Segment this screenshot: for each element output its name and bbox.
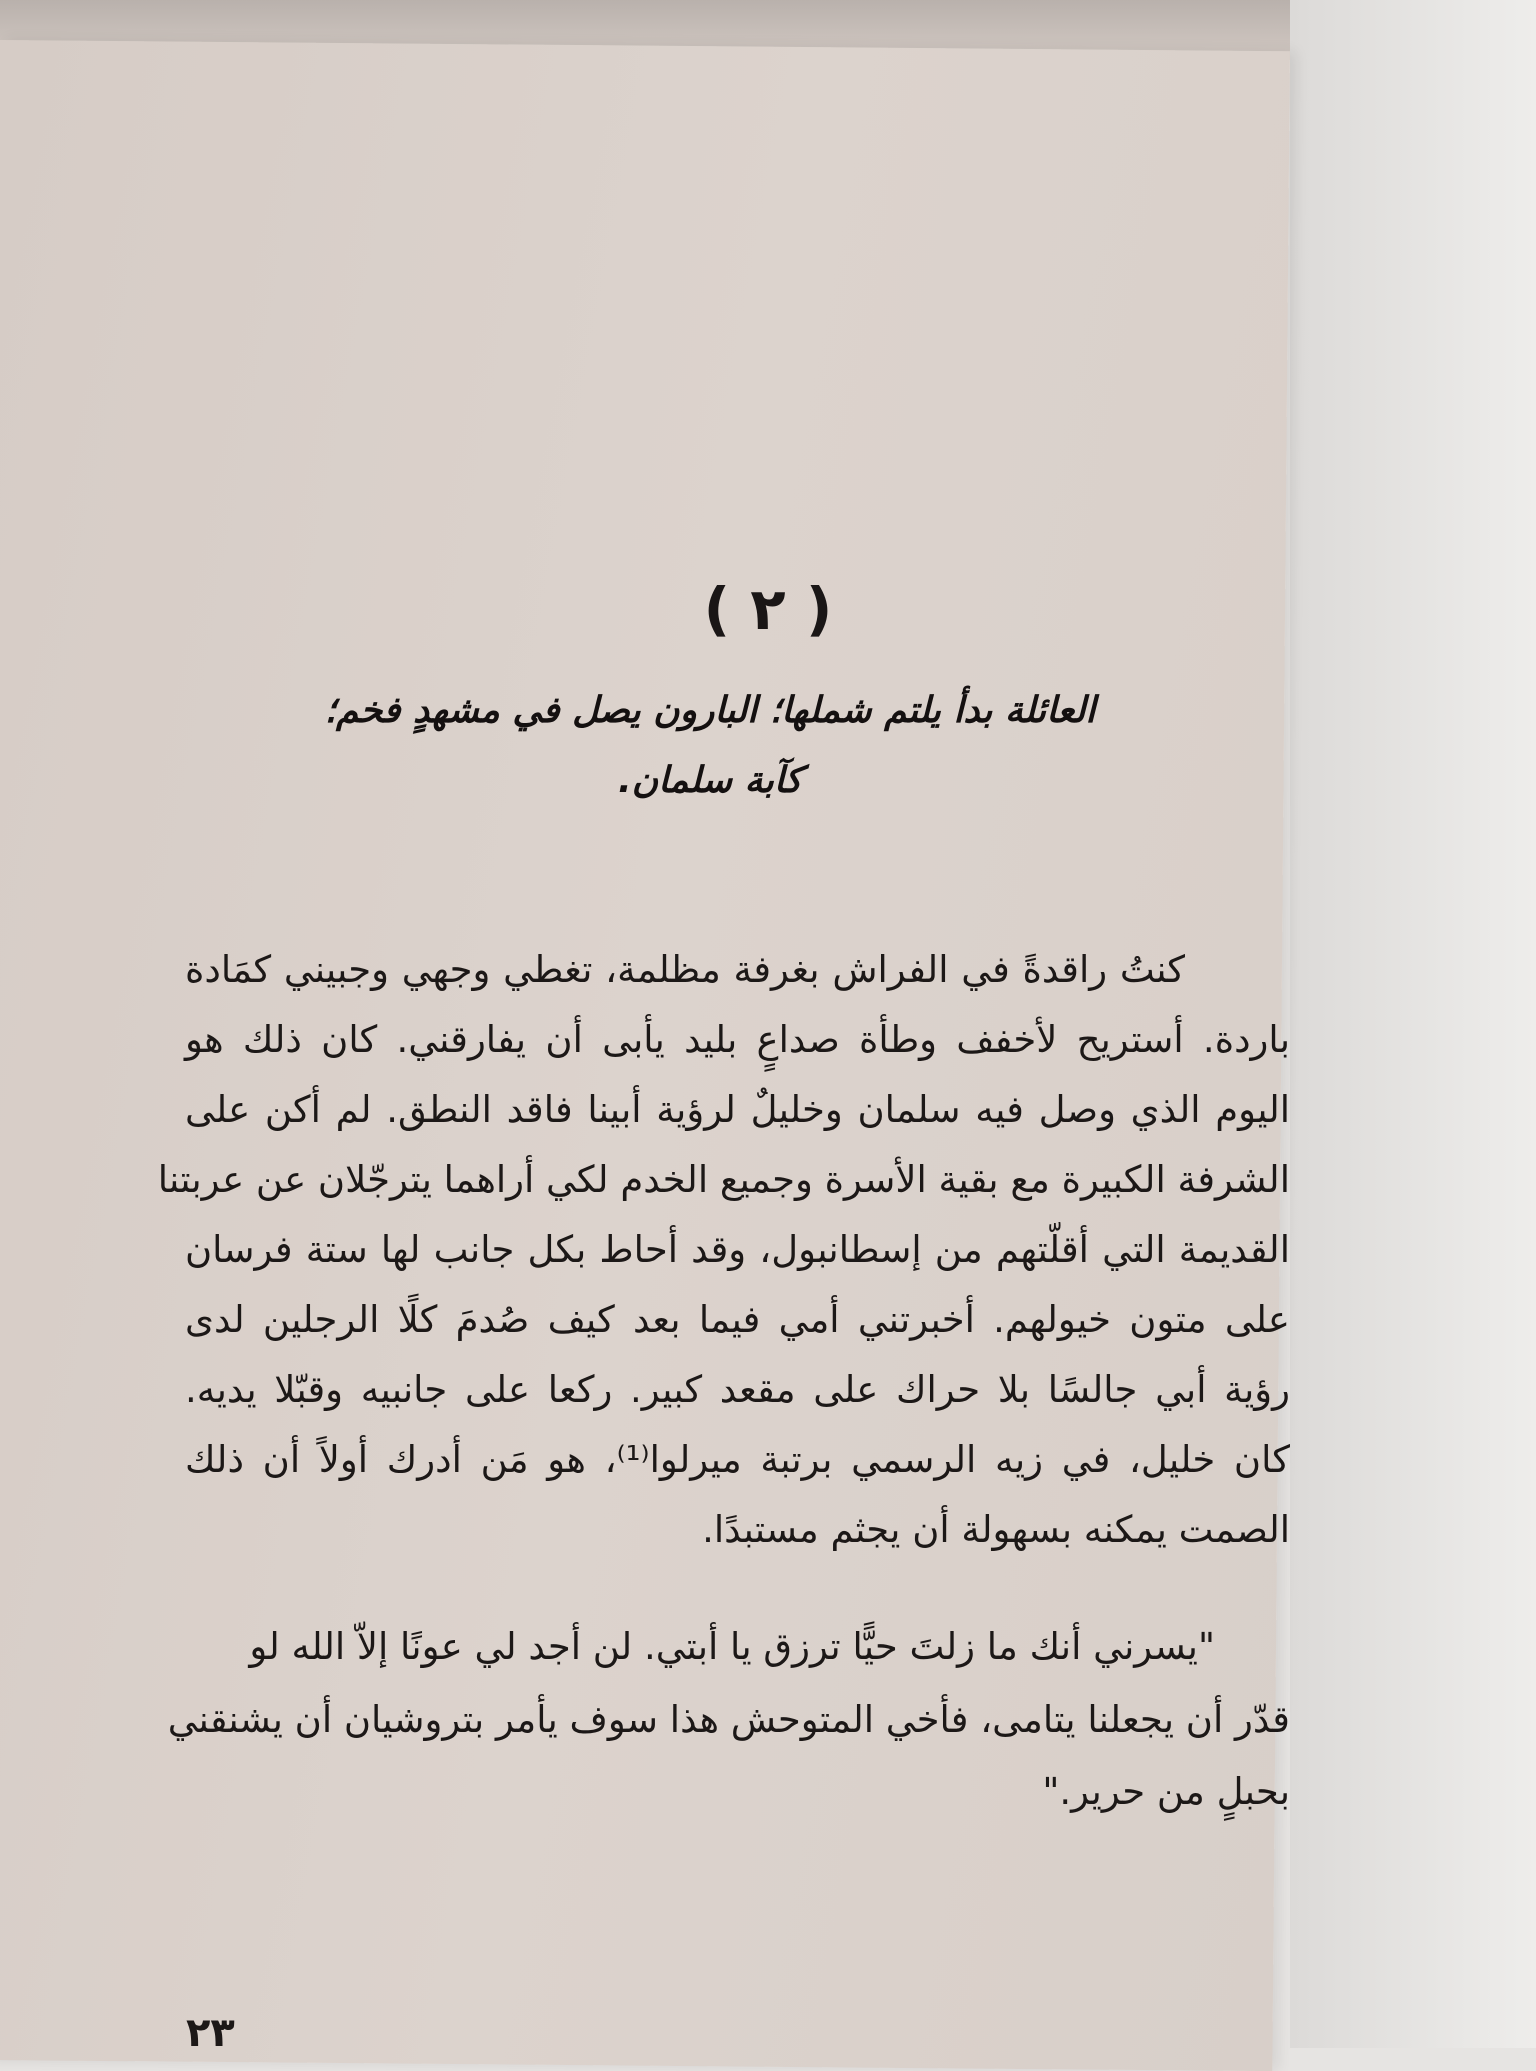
text-line: بحبلٍ من حرير." [1042,1770,1290,1813]
text-line: قدّر أن يجعلنا يتامى، فأخي المتوحش هذا سوف يأمر بتروشيان أن يشنقني [167,1698,1290,1741]
next-page-edge [1290,0,1536,2048]
chapter-number: ( ٢ ) [703,575,833,643]
text-line: رؤية أبي جالسًا بلا حراك على مقعد كبير. ركعا على جانبيه وقبّلا يديه. [185,1368,1290,1411]
chapter-title-line-1: العائلة بدأ يلتم شملها؛ البارون يصل في مشهدٍ فخم؛ [324,690,1096,731]
chapter-title-line-2: كآبة سلمان. [618,760,802,801]
text-line: "يسرني أنك ما زلتَ حيًّا ترزق يا أبتي. لن أجد لي عونًا إلاّ الله لو [249,1625,1215,1668]
page-number: ٢٣ [186,2010,235,2056]
text-line: كان خليل، في زيه الرسمي برتبة ميرلوا⁽¹⁾، هو مَن أدرك أولاً أن ذلك [185,1438,1290,1481]
text-line: باردة. أستريح لأخفف وطأة صداعٍ بليد يأبى أن يفارقني. كان ذلك هو [185,1018,1290,1061]
text-line: على متون خيولهم. أخبرتني أمي فيما بعد كيف صُدمَ كلًا الرجلين لدى [185,1298,1290,1341]
text-line: اليوم الذي وصل فيه سلمان وخليلٌ لرؤية أبينا فاقد النطق. لم أكن على [185,1088,1290,1131]
text-line: الصمت يمكنه بسهولة أن يجثم مستبدًا. [702,1508,1290,1551]
text-line: الشرفة الكبيرة مع بقية الأسرة وجميع الخدم لكي أراهما يترجّلان عن عربتنا [157,1158,1290,1201]
text-line: القديمة التي أقلّتهم من إسطانبول، وقد أحاط بكل جانب لها ستة فرسان [185,1228,1290,1271]
text-line: كنتُ راقدةً في الفراش بغرفة مظلمة، تغطي وجهي وجبيني كمَادة [185,948,1185,991]
